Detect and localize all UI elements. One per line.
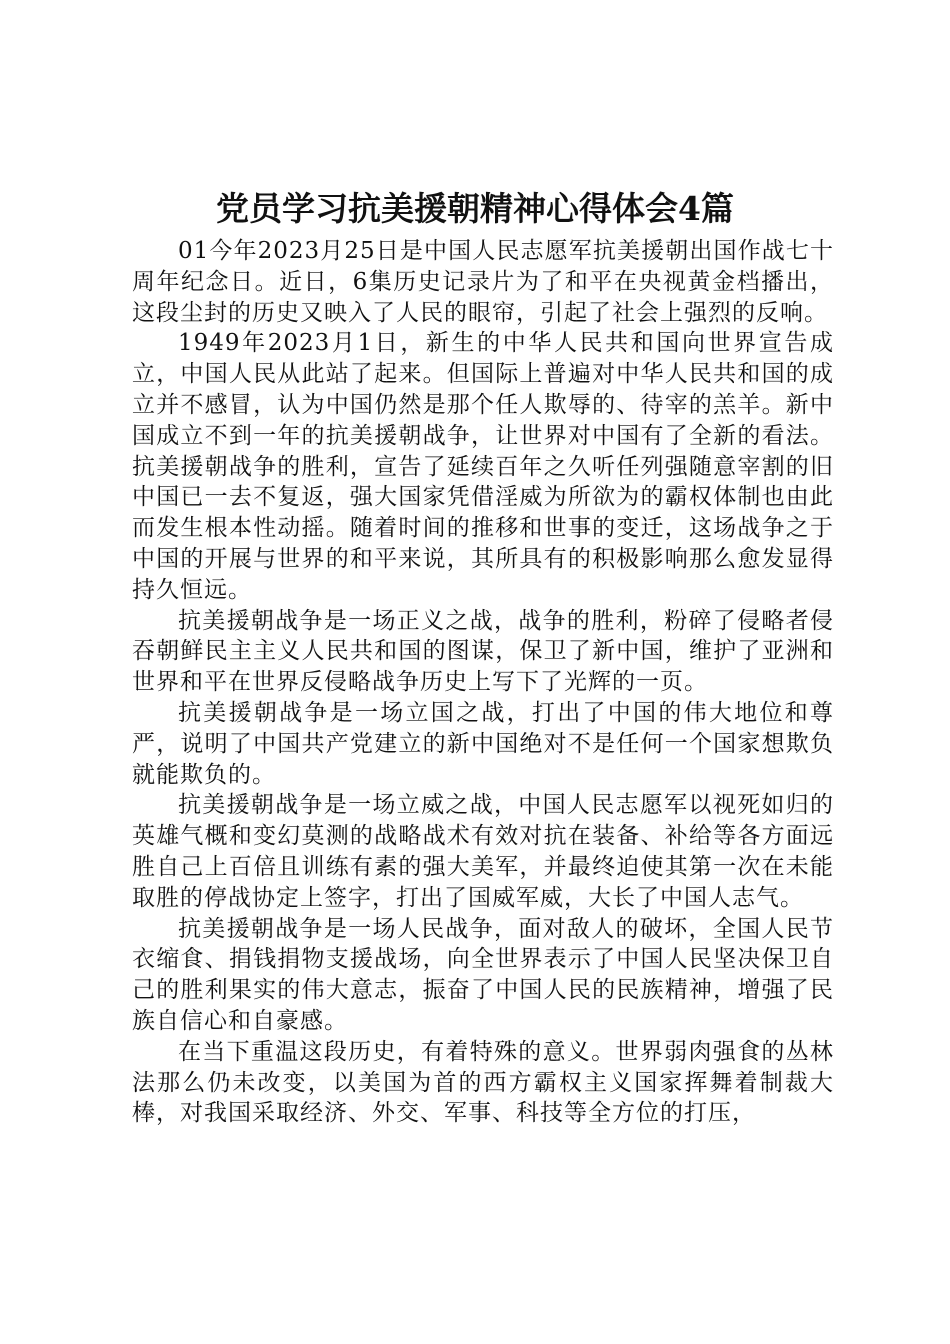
document-title: 党员学习抗美援朝精神心得体会4篇 [216, 189, 734, 228]
paragraph-6: 抗美援朝战争是一场人民战争，面对敌人的破坏，全国人民节衣缩食、捐钱捐物支援战场，向全世界表示了中国人民坚决保卫自己的胜利果实的伟大意志，振奋了中国人民的民族精神，增强了民族自信心和自豪感。 [132, 915, 834, 1034]
paragraph-1: 01今年2023月25日是中国人民志愿军抗美援朝出国作战七十周年纪念日。近日，6集历史记录片为了和平在央视黄金档播出，这段尘封的历史又映入了人民的眼帘，引起了社会上强烈的反响。 [132, 238, 834, 326]
document-body [132, 236, 834, 1129]
paragraph-7: 在当下重温这段历史，有着特殊的意义。世界弱肉强食的丛林法那么仍未改变，以美国为首的西方霸权主义国家挥舞着制裁大棒，对我国采取经济、外交、军事、科技等全方位的打压， [132, 1038, 834, 1127]
paragraph-3: 抗美援朝战争是一场正义之战，战争的胜利，粉碎了侵略者侵吞朝鲜民主主义人民共和国的图谋，保卫了新中国，维护了亚洲和世界和平在世界反侵略战争历史上写下了光辉的一页。 [132, 607, 834, 696]
paragraph-4: 抗美援朝战争是一场立国之战，打出了中国的伟大地位和尊严，说明了中国共产党建立的新中国绝对不是任何一个国家想欺负就能欺负的。 [132, 699, 834, 788]
paragraph-2: 1949年2023月1日，新生的中华人民共和国向世界宣告成立，中国人民从此站了起来。但国际上普遍对中华人民共和国的成立并不感冒，认为中国仍然是那个任人欺辱的、待宰的羔羊。新中国成立不到一年的抗美援朝战争，让世界对中国有了全新的看法。抗美援朝战争的胜利，宣告了延续百年之久听任列强随意宰割的旧中国已一去不复返，强大国家凭借淫威为所欲为的霸权体制也由此而发生根本性动摇。随着时间的推移和世事的变迁，这场战争之于中国的开展与世界的和平来说，其所具有的积极影响那么愈发显得持久恒远。 [132, 330, 834, 603]
paragraph-5: 抗美援朝战争是一场立威之战，中国人民志愿军以视死如归的英雄气概和变幻莫测的战略战术有效对抗在装备、补给等各方面远胜自己上百倍且训练有素的强大美军，并最终迫使其第一次在未能取胜的停战协定上签字，打出了国威军威，大长了中国人志气。 [132, 792, 834, 911]
